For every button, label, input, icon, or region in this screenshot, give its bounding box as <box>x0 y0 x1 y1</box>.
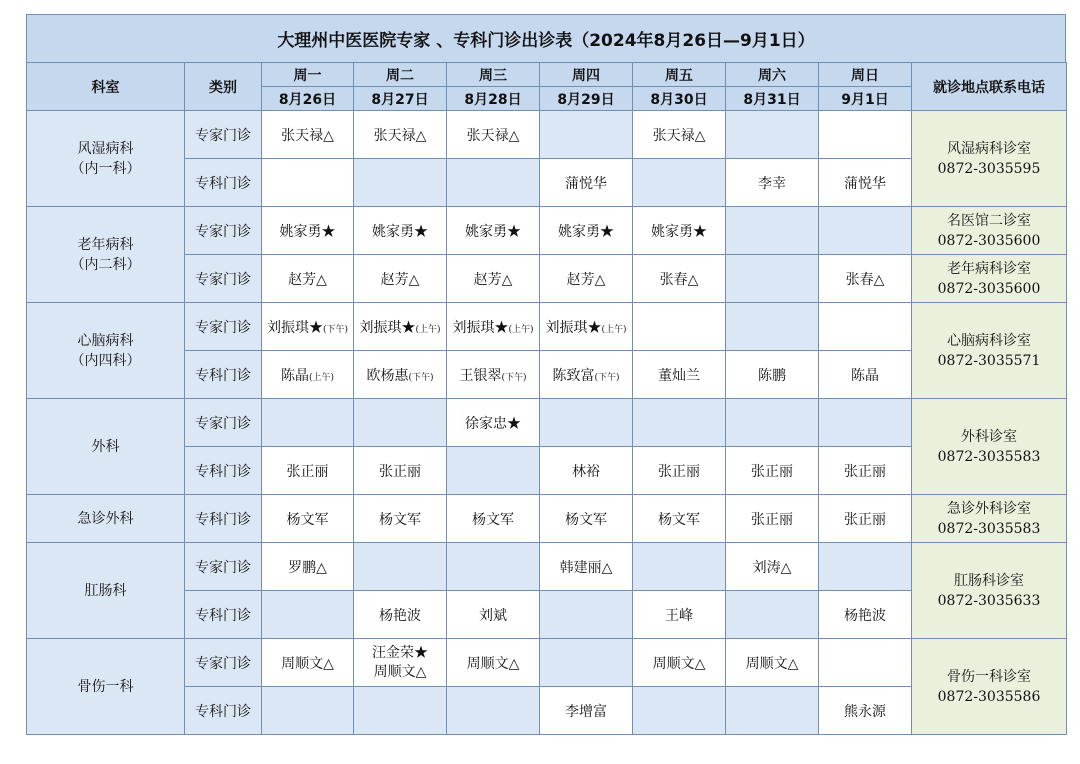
schedule-cell <box>262 399 354 447</box>
table-row <box>27 399 1067 447</box>
category-cell: 专科门诊 <box>185 687 262 735</box>
dept-cell: 肛肠科 <box>27 543 185 639</box>
schedule-cell <box>726 687 819 735</box>
schedule <box>26 14 1066 735</box>
dept-cell: 老年病科 （内二科） <box>27 207 185 303</box>
schedule-cell: 韩建丽△ <box>540 543 633 591</box>
schedule-cell: 张正丽 <box>726 495 819 543</box>
table-row <box>27 303 1067 351</box>
schedule-cell: 蒲悦华 <box>540 159 633 207</box>
schedule-cell <box>633 303 726 351</box>
header-dept: 科室 <box>27 63 185 111</box>
schedule-cell <box>726 111 819 159</box>
schedule-cell <box>262 687 354 735</box>
category-cell: 专科门诊 <box>185 447 262 495</box>
schedule-cell: 张正丽 <box>819 495 912 543</box>
category-cell: 专科门诊 <box>185 495 262 543</box>
schedule-cell: 张天禄△ <box>447 111 540 159</box>
schedule-cell <box>819 111 912 159</box>
header-weekday: 周二 <box>354 63 447 87</box>
schedule-cell: 汪金荣★ 周顺文△ <box>354 639 447 687</box>
header-date: 8月30日 <box>633 87 726 111</box>
schedule-cell <box>262 591 354 639</box>
schedule-cell: 张正丽 <box>726 447 819 495</box>
schedule-cell: 董灿兰 <box>633 351 726 399</box>
schedule-cell: 赵芳△ <box>540 255 633 303</box>
table-row <box>27 111 1067 159</box>
page-title: 大理州中医医院专家 、专科门诊出诊表（2024年8月26日—9月1日） <box>26 14 1066 62</box>
schedule-cell <box>354 687 447 735</box>
schedule-cell: 刘振琪★(上午) <box>447 303 540 351</box>
schedule-cell <box>633 159 726 207</box>
category-cell: 专家门诊 <box>185 303 262 351</box>
schedule-cell: 张正丽 <box>633 447 726 495</box>
schedule-cell <box>447 687 540 735</box>
location-cell: 外科诊室 0872-3035583 <box>912 399 1067 495</box>
schedule-cell: 罗鹏△ <box>262 543 354 591</box>
location-cell: 急诊外科诊室 0872-3035583 <box>912 495 1067 543</box>
schedule-cell: 张春△ <box>819 255 912 303</box>
schedule-cell: 刘振琪★(下午) <box>262 303 354 351</box>
schedule-cell: 周顺文△ <box>262 639 354 687</box>
schedule-cell <box>354 543 447 591</box>
schedule-cell <box>633 543 726 591</box>
schedule-cell <box>447 159 540 207</box>
schedule-cell: 周顺文△ <box>726 639 819 687</box>
schedule-cell: 赵芳△ <box>262 255 354 303</box>
dept-cell: 骨伤一科 <box>27 639 185 735</box>
schedule-cell: 王峰 <box>633 591 726 639</box>
dept-cell: 急诊外科 <box>27 495 185 543</box>
header-date: 8月26日 <box>262 87 354 111</box>
schedule-cell: 李幸 <box>726 159 819 207</box>
location-cell: 风湿病科诊室 0872-3035595 <box>912 111 1067 207</box>
schedule-cell <box>447 543 540 591</box>
schedule-cell: 徐家忠★ <box>447 399 540 447</box>
schedule-cell: 张天禄△ <box>354 111 447 159</box>
table-row <box>27 495 1067 543</box>
category-cell: 专家门诊 <box>185 255 262 303</box>
location-cell: 名医馆二诊室 0872-3035600 <box>912 207 1067 255</box>
schedule-cell: 杨文军 <box>540 495 633 543</box>
schedule-cell: 杨文军 <box>633 495 726 543</box>
schedule-cell: 杨艳波 <box>819 591 912 639</box>
header-weekday: 周三 <box>447 63 540 87</box>
schedule-cell: 陈晶(上午) <box>262 351 354 399</box>
schedule-cell: 刘振琪★(上午) <box>354 303 447 351</box>
location-cell: 老年病科诊室 0872-3035600 <box>912 255 1067 303</box>
category-cell: 专科门诊 <box>185 351 262 399</box>
schedule-cell: 李增富 <box>540 687 633 735</box>
header-date: 9月1日 <box>819 87 912 111</box>
table-row <box>27 207 1067 255</box>
category-cell: 专家门诊 <box>185 399 262 447</box>
schedule-cell: 熊永源 <box>819 687 912 735</box>
schedule-cell: 陈晶 <box>819 351 912 399</box>
schedule-table <box>26 62 1067 735</box>
location-cell: 骨伤一科诊室 0872-3035586 <box>912 639 1067 735</box>
schedule-cell: 姚家勇★ <box>262 207 354 255</box>
schedule-cell <box>726 303 819 351</box>
schedule-cell <box>726 255 819 303</box>
schedule-cell <box>447 447 540 495</box>
schedule-cell <box>819 207 912 255</box>
schedule-cell: 周顺文△ <box>633 639 726 687</box>
schedule-cell <box>726 591 819 639</box>
schedule-cell <box>540 111 633 159</box>
header-date: 8月28日 <box>447 87 540 111</box>
schedule-cell: 刘振琪★(上午) <box>540 303 633 351</box>
schedule-cell: 张正丽 <box>262 447 354 495</box>
header-contact: 就诊地点联系电话 <box>912 63 1067 111</box>
header-category: 类别 <box>185 63 262 111</box>
schedule-cell: 周顺文△ <box>447 639 540 687</box>
location-cell: 肛肠科诊室 0872-3035633 <box>912 543 1067 639</box>
schedule-cell: 张正丽 <box>354 447 447 495</box>
schedule-cell: 姚家勇★ <box>447 207 540 255</box>
location-cell: 心脑病科诊室 0872-3035571 <box>912 303 1067 399</box>
header-date: 8月29日 <box>540 87 633 111</box>
schedule-cell <box>726 207 819 255</box>
schedule-cell: 张天禄△ <box>633 111 726 159</box>
schedule-cell: 林裕 <box>540 447 633 495</box>
schedule-cell <box>540 591 633 639</box>
schedule-cell <box>819 303 912 351</box>
header-weekday: 周六 <box>726 63 819 87</box>
schedule-cell <box>262 159 354 207</box>
schedule-cell <box>726 399 819 447</box>
category-cell: 专家门诊 <box>185 639 262 687</box>
category-cell: 专家门诊 <box>185 543 262 591</box>
schedule-cell <box>540 399 633 447</box>
schedule-cell: 张春△ <box>633 255 726 303</box>
schedule-cell <box>540 639 633 687</box>
header-weekday: 周一 <box>262 63 354 87</box>
dept-cell: 外科 <box>27 399 185 495</box>
table-row <box>27 543 1067 591</box>
schedule-cell: 刘斌 <box>447 591 540 639</box>
table-row <box>27 639 1067 687</box>
schedule-cell: 姚家勇★ <box>354 207 447 255</box>
category-cell: 专科门诊 <box>185 159 262 207</box>
header-date: 8月31日 <box>726 87 819 111</box>
schedule-cell: 赵芳△ <box>447 255 540 303</box>
schedule-cell: 陈致富(下午) <box>540 351 633 399</box>
schedule-cell <box>819 399 912 447</box>
dept-cell: 心脑病科 （内四科） <box>27 303 185 399</box>
schedule-cell: 姚家勇★ <box>540 207 633 255</box>
schedule-cell: 刘涛△ <box>726 543 819 591</box>
schedule-cell <box>354 159 447 207</box>
schedule-cell: 杨文军 <box>354 495 447 543</box>
header-weekday: 周四 <box>540 63 633 87</box>
schedule-cell: 蒲悦华 <box>819 159 912 207</box>
category-cell: 专家门诊 <box>185 207 262 255</box>
schedule-cell <box>819 639 912 687</box>
schedule-cell: 杨艳波 <box>354 591 447 639</box>
schedule-cell: 陈鹏 <box>726 351 819 399</box>
schedule-cell <box>633 687 726 735</box>
schedule-cell: 杨文军 <box>447 495 540 543</box>
schedule-cell: 王银翠(下午) <box>447 351 540 399</box>
schedule-cell: 杨文军 <box>262 495 354 543</box>
schedule-cell <box>819 543 912 591</box>
schedule-cell <box>354 399 447 447</box>
schedule-cell: 欧杨惠(下午) <box>354 351 447 399</box>
header-weekday: 周五 <box>633 63 726 87</box>
category-cell: 专家门诊 <box>185 111 262 159</box>
schedule-cell <box>633 399 726 447</box>
header-weekday: 周日 <box>819 63 912 87</box>
schedule-cell: 赵芳△ <box>354 255 447 303</box>
header-date: 8月27日 <box>354 87 447 111</box>
schedule-cell: 姚家勇★ <box>633 207 726 255</box>
dept-cell: 风湿病科 （内一科） <box>27 111 185 207</box>
schedule-cell: 张正丽 <box>819 447 912 495</box>
category-cell: 专科门诊 <box>185 591 262 639</box>
schedule-cell: 张天禄△ <box>262 111 354 159</box>
